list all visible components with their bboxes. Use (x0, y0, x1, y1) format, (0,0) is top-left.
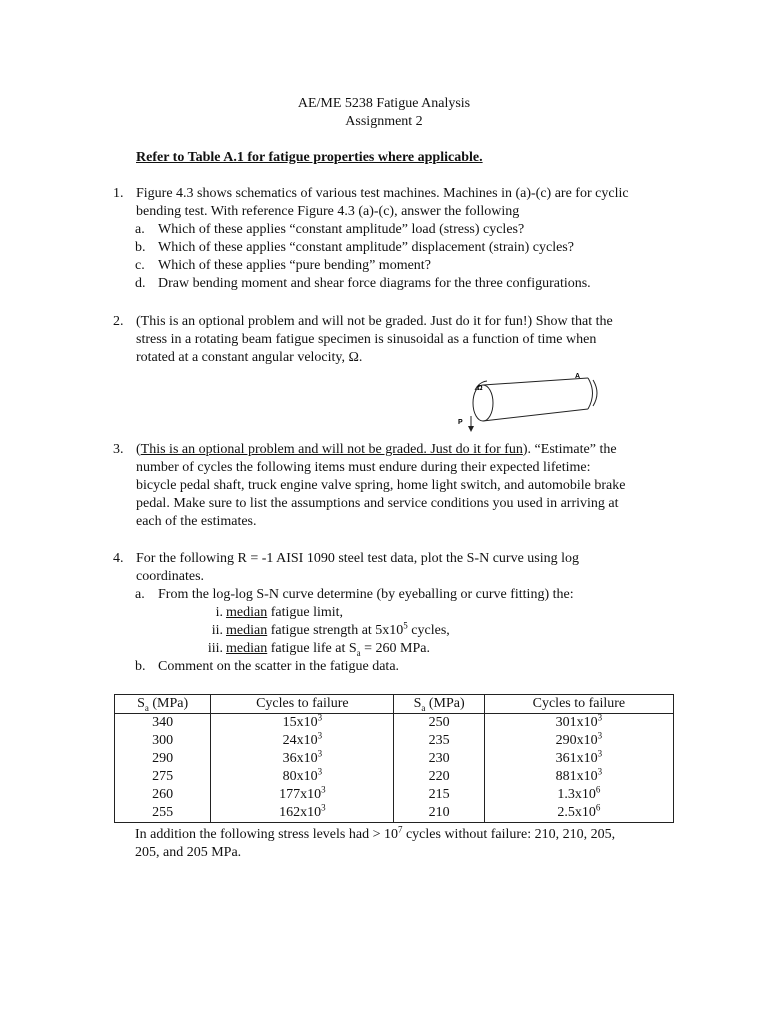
problem-line: bending test. With reference Figure 4.3 (a)-(c), answer the following (136, 204, 520, 219)
problem-line: rotated at a constant angular velocity, Ω. (136, 350, 363, 365)
cycles-cell: $162x10^3$ (211, 804, 394, 823)
problem-line: coordinates. (136, 569, 205, 584)
problem-number: 3. (113, 442, 124, 457)
header-cycles-to-failure: Cycles to failure (484, 695, 673, 714)
list-item: a. Which of these applies “constant amplitude” load (stress) cycles? (135, 222, 525, 237)
problem-line: Figure 4.3 shows schematics of various test machines. Machines in (a)-(c) are for cyclic (136, 186, 629, 201)
table-row (115, 804, 674, 823)
problem-line: bicycle pedal shaft, truck engine valve spring, home light switch, and automobile brake (136, 478, 626, 493)
beam-end-right (588, 378, 593, 409)
problem-line: each of the estimates. (136, 514, 257, 529)
cycles-cell: $36x10^3$ (211, 750, 394, 768)
stress-cell: 300 (115, 732, 211, 750)
roman-item: iii. median fatigue life at $S_a = 260$ MPa. (207, 641, 430, 658)
table-reference-note: Refer to Table A.1 for fatigue properties where applicable. (136, 150, 483, 165)
problem-line: stress in a rotating beam fatigue specimen is sinusoidal as a function of time when (136, 332, 597, 347)
table-footer-note-line2: 205, and 205 MPa. (135, 845, 242, 860)
header-stress-amplitude: $S_a$ (MPa) (115, 695, 211, 714)
list-item: b. Comment on the scatter in the fatigue data. (135, 659, 400, 674)
course-title: AE/ME 5238 Fatigue Analysis (297, 96, 471, 111)
problem-number: 1. (113, 186, 124, 201)
cycles-cell: $80x10^3$ (211, 768, 394, 786)
problem-number: 4. (113, 551, 124, 566)
stress-cell: 340 (115, 714, 211, 733)
problem-number: 2. (113, 314, 124, 329)
label-p: P (458, 419, 463, 426)
fatigue-data-table (114, 694, 674, 823)
problem-4 (113, 550, 693, 676)
cycles-cell: $290x10^3$ (484, 732, 673, 750)
table-footer-note: In addition the following stress levels had > $10^7$ cycles without failure: 210, 210, 205, (135, 824, 616, 842)
stress-cell: 275 (115, 768, 211, 786)
list-item: c. Which of these applies “pure bending” moment? (135, 258, 431, 273)
problem-line: For the following R = -1 AISI 1090 steel test data, plot the S-N curve using log (136, 551, 580, 566)
table-row (115, 714, 674, 733)
stress-cell: 220 (394, 768, 484, 786)
stress-cell: 260 (115, 786, 211, 804)
list-item: b. Which of these applies “constant amplitude” displacement (strain) cycles? (135, 240, 574, 255)
assignment-title: Assignment 2 (345, 114, 423, 129)
cycles-cell: $15x10^3$ (211, 714, 394, 733)
table-row (115, 732, 674, 750)
problem-2 (113, 313, 693, 367)
table-row (115, 750, 674, 768)
cycles-cell: $881x10^3$ (484, 768, 673, 786)
roman-item: i. median fatigue limit, (215, 605, 344, 620)
list-item: d. Draw bending moment and shear force diagrams for the three configurations. (135, 276, 591, 291)
beam-end-left (473, 385, 493, 421)
table-row (115, 768, 674, 786)
header-cycles-to-failure: Cycles to failure (211, 695, 394, 714)
cycles-cell: $1.3x10^6$ (484, 786, 673, 804)
beam-bottom-edge (483, 409, 588, 421)
cycles-cell: $177x10^3$ (211, 786, 394, 804)
rotating-beam-figure (455, 366, 615, 434)
stress-cell: 210 (394, 804, 484, 823)
table-header-row (115, 695, 674, 714)
problem-1 (113, 185, 693, 293)
label-omega: Ω (477, 385, 483, 392)
list-item: a. From the log-log S-N curve determine (by eyeballing or curve fitting) the: (135, 587, 574, 602)
stress-cell: 230 (394, 750, 484, 768)
problem-line: number of cycles the following items must endure during their expected lifetime: (136, 460, 591, 475)
problem-line: pedal. Make sure to list the assumptions and service conditions you used in arriving at (136, 496, 619, 511)
problem-3 (113, 441, 693, 531)
stress-cell: 235 (394, 732, 484, 750)
cycles-cell: $361x10^3$ (484, 750, 673, 768)
stress-cell: 215 (394, 786, 484, 804)
cycles-cell: $301x10^3$ (484, 714, 673, 733)
stress-cell: 255 (115, 804, 211, 823)
header-stress-amplitude: $S_a$ (MPa) (394, 695, 484, 714)
roman-item: ii. median fatigue strength at $5x10^5$ cycles, (211, 620, 450, 638)
problem-line: (This is an optional problem and will not be graded. Just do it for fun). “Estimate” the (136, 442, 617, 457)
cycles-cell: $24x10^3$ (211, 732, 394, 750)
rotation-arrow (593, 380, 597, 406)
table-row (115, 786, 674, 804)
label-a: A (575, 373, 581, 380)
beam-top-edge (483, 378, 588, 385)
stress-cell: 290 (115, 750, 211, 768)
optional-note: This is an optional problem and will not be graded. Just do it for fun (140, 442, 523, 457)
problem-line: (This is an optional problem and will not be graded. Just do it for fun!) Show that the (136, 314, 613, 329)
stress-cell: 250 (394, 714, 484, 733)
load-arrow-head (468, 426, 474, 432)
cycles-cell: $2.5x10^6$ (484, 804, 673, 823)
